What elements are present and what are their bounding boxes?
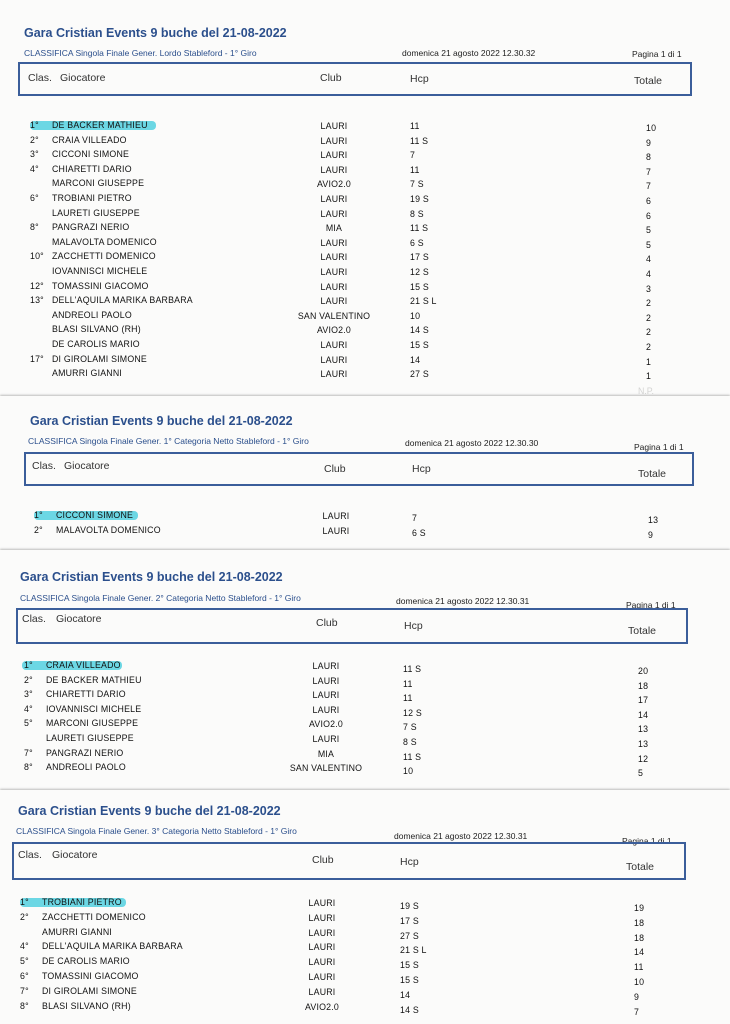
player-name-cell: DELL'AQUILA MARIKA BARBARA: [42, 941, 183, 952]
club-cell: LAURI: [320, 354, 348, 365]
club-cell: LAURI: [312, 704, 340, 715]
hcp-cell: 27 S: [410, 369, 429, 380]
club-cell: LAURI: [320, 135, 348, 146]
table-row: [0, 164, 730, 178]
club-cell: LAURI: [320, 208, 348, 219]
club-cell: LAURI: [312, 661, 340, 671]
col-total: Totale: [628, 625, 657, 637]
total-cell: 18: [634, 917, 645, 928]
col-clas: Clas.: [28, 72, 52, 84]
total-cell: 5: [646, 239, 652, 250]
position-cell: 17°: [30, 353, 44, 364]
hcp-cell: 17 S: [400, 915, 419, 926]
player-name-cell: LAURETI GIUSEPPE: [52, 207, 140, 218]
club-cell: AVIO2.0: [317, 325, 351, 336]
table-row: [0, 354, 730, 368]
hcp-cell: 6 S: [410, 237, 424, 248]
col-player: Giocatore: [64, 460, 110, 472]
table-row: [0, 510, 730, 524]
col-hcp: Hcp: [400, 856, 419, 868]
player-name-cell: DI GIROLAMI SIMONE: [42, 985, 138, 996]
table-row: [0, 897, 730, 911]
table-row: [0, 135, 730, 149]
hcp-cell: 19 S: [410, 194, 429, 204]
club-cell: LAURI: [320, 150, 348, 161]
table-row: [0, 222, 730, 236]
col-player: Giocatore: [60, 72, 106, 84]
position-cell: 10°: [30, 251, 44, 262]
total-cell: 13: [638, 739, 649, 749]
hcp-cell: 7: [412, 513, 418, 523]
club-cell: LAURI: [320, 281, 348, 292]
player-name-cell: PANGRAZI NERIO: [52, 222, 130, 233]
club-cell: LAURI: [312, 675, 340, 686]
table-row: [0, 368, 730, 382]
hcp-cell: 11: [410, 121, 420, 131]
table-row: [0, 912, 730, 926]
player-name-cell: CICCONI SIMONE: [56, 510, 134, 520]
column-header-box: [12, 842, 686, 880]
hcp-cell: 14 S: [400, 1004, 419, 1015]
player-name-cell: BLASI SILVANO (RH): [52, 324, 141, 335]
table-row: [0, 237, 730, 251]
hcp-cell: 21 S L: [410, 296, 437, 307]
total-cell: 8: [646, 152, 652, 163]
player-name-cell: MALAVOLTA DOMENICO: [52, 236, 157, 247]
club-cell: LAURI: [308, 972, 336, 982]
position-cell: 2°: [34, 525, 43, 535]
position-cell: 2°: [30, 134, 39, 145]
table-row: [0, 324, 730, 338]
sheet-categoria-3: [0, 790, 730, 1024]
player-name-cell: MALAVOLTA DOMENICO: [56, 525, 161, 535]
col-total: Totale: [634, 75, 663, 87]
player-name-cell: BLASI SILVANO (RH): [42, 1000, 131, 1011]
page-number: Pagina 1 di 1: [626, 600, 676, 610]
position-cell: 1°: [34, 510, 43, 520]
hcp-cell: 6 S: [412, 528, 426, 538]
total-cell: 6: [646, 210, 652, 221]
table-row: [0, 986, 730, 1000]
total-cell: 13: [648, 515, 659, 525]
total-cell: 10: [634, 977, 645, 987]
sheet-date: domenica 21 agosto 2022 12.30.32: [402, 48, 536, 58]
table-row: [0, 120, 730, 134]
sheet-categoria-2: [0, 550, 730, 790]
total-cell: 4: [646, 269, 652, 279]
column-header-box: [24, 452, 694, 486]
hcp-cell: 15 S: [400, 960, 419, 971]
hcp-cell: 11 S: [410, 223, 429, 234]
hcp-cell: 11 S: [403, 751, 422, 762]
hcp-cell: 14: [400, 989, 411, 1000]
player-name-cell: DELL'AQUILA MARIKA BARBARA: [52, 295, 193, 306]
total-cell: 17: [638, 695, 649, 706]
position-cell: 8°: [20, 1000, 29, 1011]
hcp-cell: 12 S: [410, 267, 429, 277]
table-row: [0, 927, 730, 941]
table-row: [0, 295, 730, 309]
position-cell: 2°: [24, 674, 33, 685]
col-hcp: Hcp: [404, 620, 423, 632]
page-number: Pagina 1 di 1: [622, 836, 672, 846]
player-name-cell: CRAIA VILLEADO: [46, 660, 121, 670]
club-cell: LAURI: [320, 267, 348, 277]
player-name-cell: TROBIANI PIETRO: [42, 897, 122, 907]
total-cell: 9: [634, 991, 640, 1002]
total-cell: 20: [638, 666, 649, 676]
total-cell: 9: [648, 530, 654, 540]
position-cell: 5°: [24, 718, 33, 729]
table-row: [0, 971, 730, 985]
col-player: Giocatore: [56, 613, 102, 625]
total-cell: 14: [638, 709, 649, 720]
total-cell: 7: [646, 181, 652, 192]
table-row: [0, 1001, 730, 1015]
total-cell: 10: [646, 123, 657, 133]
hcp-cell: 21 S L: [400, 945, 427, 956]
hcp-cell: 11 S: [410, 135, 429, 146]
table-row: [0, 149, 730, 163]
hcp-cell: 27 S: [400, 930, 419, 941]
player-name-cell: MARCONI GIUSEPPE: [46, 718, 139, 729]
hcp-cell: 11: [410, 164, 420, 175]
sheet-subtitle: CLASSIFICA Singola Finale Gener. Lordo Stableford - 1° Giro: [24, 48, 257, 58]
total-cell: 18: [634, 932, 645, 943]
club-cell: LAURI: [308, 898, 336, 908]
sheet-subtitle: CLASSIFICA Singola Finale Gener. 1° Categoria Netto Stableford - 1° Giro: [28, 436, 309, 446]
player-name-cell: DI GIROLAMI SIMONE: [52, 353, 148, 364]
table-row: [0, 689, 730, 706]
total-cell: 3: [646, 283, 652, 294]
cut-off-row: [0, 386, 730, 396]
position-cell: 13°: [30, 295, 44, 306]
position-cell: 8°: [30, 222, 39, 233]
player-name-cell: AMURRI GIANNI: [42, 926, 113, 937]
col-total: Totale: [638, 468, 667, 480]
player-name-cell: AMURRI GIANNI: [52, 368, 123, 379]
club-cell: LAURI: [320, 296, 348, 307]
table-row: [0, 339, 730, 353]
total-cell: 14: [634, 947, 645, 958]
hcp-cell: 14 S: [410, 325, 429, 336]
club-cell: LAURI: [308, 927, 336, 938]
total-cell: 2: [646, 298, 652, 309]
club-cell: AVIO2.0: [317, 179, 351, 190]
club-cell: LAURI: [312, 690, 340, 701]
position-cell: 4°: [20, 941, 29, 952]
total-cell: 13: [638, 724, 649, 735]
club-cell: LAURI: [320, 194, 348, 204]
club-cell: LAURI: [308, 986, 336, 997]
club-cell: LAURI: [320, 340, 348, 350]
total-cell: N.P.: [638, 386, 654, 396]
sheet-title: Gara Cristian Events 9 buche del 21-08-2022: [30, 414, 293, 428]
position-cell: 6°: [30, 193, 39, 203]
total-cell: 2: [646, 312, 652, 323]
club-cell: LAURI: [320, 237, 348, 248]
table-row: [0, 193, 730, 207]
total-cell: 11: [634, 962, 644, 973]
club-cell: LAURI: [312, 734, 340, 744]
total-cell: 7: [634, 1006, 640, 1017]
position-cell: 1°: [30, 120, 39, 130]
position-cell: 4°: [30, 163, 39, 174]
column-header-box: [18, 62, 692, 96]
hcp-cell: 7 S: [410, 179, 424, 190]
table-row: [0, 660, 730, 674]
player-name-cell: ANDREOLI PAOLO: [52, 309, 132, 320]
total-cell: 2: [646, 342, 652, 352]
hcp-cell: 8 S: [403, 737, 417, 747]
total-cell: 1: [646, 356, 652, 367]
player-name-cell: LAURETI GIUSEPPE: [46, 733, 134, 743]
table-row: [0, 762, 730, 779]
club-cell: AVIO2.0: [309, 719, 343, 730]
position-cell: 1°: [24, 660, 33, 670]
position-cell: 7°: [20, 985, 29, 996]
club-cell: LAURI: [320, 121, 348, 131]
total-cell: 9: [646, 137, 652, 148]
col-club: Club: [312, 854, 334, 866]
col-club: Club: [316, 617, 338, 629]
total-cell: 4: [646, 254, 652, 265]
position-cell: 5°: [20, 956, 29, 967]
table-row: [0, 733, 730, 747]
hcp-cell: 11: [403, 678, 413, 689]
table-row: [0, 208, 730, 222]
sheet-categoria-1: [0, 396, 730, 550]
sheet-title: Gara Cristian Events 9 buche del 21-08-2022: [24, 26, 287, 40]
sheet-date: domenica 21 agosto 2022 12.30.31: [396, 596, 530, 606]
position-cell: 3°: [30, 149, 39, 160]
hcp-cell: 15 S: [400, 975, 419, 985]
player-name-cell: ZACCHETTI DOMENICO: [42, 911, 146, 922]
table-row: [0, 266, 730, 280]
sheet-subtitle: CLASSIFICA Singola Finale Gener. 2° Categoria Netto Stableford - 1° Giro: [20, 593, 301, 603]
table-row: [0, 956, 730, 973]
hcp-cell: 19 S: [400, 901, 419, 911]
table-row: [0, 525, 730, 539]
hcp-cell: 11: [403, 693, 413, 704]
hcp-cell: 7 S: [403, 722, 417, 733]
sheet-date: domenica 21 agosto 2022 12.30.30: [405, 438, 539, 448]
sheet-date: domenica 21 agosto 2022 12.30.31: [394, 831, 528, 841]
player-name-cell: MARCONI GIUSEPPE: [52, 178, 145, 189]
player-name-cell: CRAIA VILLEADO: [52, 134, 127, 145]
player-name-cell: DE CAROLIS MARIO: [52, 339, 140, 349]
table-row: [0, 675, 730, 689]
total-cell: 7: [646, 166, 652, 177]
club-cell: SAN VALENTINO: [289, 763, 363, 774]
col-clas: Clas.: [22, 613, 46, 625]
hcp-cell: 15 S: [410, 340, 429, 350]
hcp-cell: 15 S: [410, 281, 429, 292]
total-cell: 6: [646, 196, 652, 206]
hcp-cell: 12 S: [403, 707, 422, 718]
col-club: Club: [324, 463, 346, 475]
table-row: [0, 718, 730, 735]
club-cell: LAURI: [320, 369, 348, 380]
hcp-cell: 7: [410, 150, 416, 161]
hcp-cell: 10: [403, 766, 414, 777]
player-name-cell: CHIARETTI DARIO: [52, 163, 132, 174]
col-hcp: Hcp: [410, 73, 429, 85]
player-name-cell: CICCONI SIMONE: [52, 149, 130, 160]
col-clas: Clas.: [32, 460, 56, 472]
hcp-cell: 14: [410, 354, 421, 365]
club-cell: MIA: [317, 748, 335, 759]
player-name-cell: CHIARETTI DARIO: [46, 689, 126, 700]
sheet-lordo: [0, 0, 730, 396]
total-cell: 18: [638, 680, 649, 691]
table-row: [0, 704, 730, 718]
player-name-cell: IOVANNISCI MICHELE: [46, 703, 142, 714]
position-cell: 7°: [24, 747, 33, 758]
table-row: [0, 748, 730, 762]
club-cell: LAURI: [308, 942, 336, 953]
club-cell: LAURI: [322, 511, 350, 521]
player-name-cell: DE BACKER MATHIEU: [52, 120, 148, 130]
club-cell: AVIO2.0: [305, 1001, 339, 1012]
player-name-cell: TOMASSINI GIACOMO: [42, 971, 139, 981]
player-name-cell: ZACCHETTI DOMENICO: [52, 251, 156, 262]
table-row: [0, 178, 730, 192]
player-name-cell: ANDREOLI PAOLO: [46, 762, 126, 773]
sheet-title: Gara Cristian Events 9 buche del 21-08-2022: [18, 804, 281, 818]
table-row: [0, 941, 730, 958]
position-cell: 12°: [30, 280, 44, 291]
club-cell: MIA: [325, 223, 343, 234]
position-cell: 2°: [20, 911, 29, 922]
table-row: [0, 281, 730, 295]
club-cell: LAURI: [308, 957, 336, 968]
club-cell: SAN VALENTINO: [297, 310, 371, 321]
hcp-cell: 8 S: [410, 208, 424, 219]
position-cell: 6°: [20, 971, 29, 981]
table-row: [0, 310, 730, 324]
sheet-title: Gara Cristian Events 9 buche del 21-08-2022: [20, 570, 283, 584]
col-clas: Clas.: [18, 849, 42, 861]
player-name-cell: DE BACKER MATHIEU: [46, 674, 142, 685]
total-cell: 5: [646, 225, 652, 236]
player-name-cell: DE CAROLIS MARIO: [42, 956, 130, 967]
total-cell: 2: [646, 327, 652, 338]
hcp-cell: 10: [410, 310, 421, 321]
total-cell: 1: [646, 371, 652, 382]
sheet-subtitle: CLASSIFICA Singola Finale Gener. 3° Categoria Netto Stableford - 1° Giro: [16, 826, 297, 836]
club-cell: LAURI: [308, 912, 336, 923]
position-cell: 4°: [24, 703, 33, 714]
column-header-box: [16, 608, 688, 644]
hcp-cell: 17 S: [410, 252, 429, 263]
page-number: Pagina 1 di 1: [632, 49, 682, 59]
club-cell: LAURI: [322, 526, 350, 536]
col-hcp: Hcp: [412, 463, 431, 475]
total-cell: 5: [638, 768, 644, 779]
hcp-cell: 11 S: [403, 664, 422, 674]
player-name-cell: PANGRAZI NERIO: [46, 747, 124, 758]
player-name-cell: IOVANNISCI MICHELE: [52, 266, 148, 276]
total-cell: 19: [634, 903, 645, 913]
table-row: [0, 251, 730, 265]
player-name-cell: TOMASSINI GIACOMO: [52, 280, 149, 291]
total-cell: 12: [638, 753, 649, 764]
position-cell: 1°: [20, 897, 29, 907]
club-cell: LAURI: [320, 252, 348, 263]
page-number: Pagina 1 di 1: [634, 442, 684, 452]
col-club: Club: [320, 72, 342, 84]
col-total: Totale: [626, 861, 655, 873]
col-player: Giocatore: [52, 849, 98, 861]
player-name-cell: TROBIANI PIETRO: [52, 193, 132, 203]
club-cell: LAURI: [320, 164, 348, 175]
position-cell: 3°: [24, 689, 33, 700]
position-cell: 8°: [24, 762, 33, 773]
